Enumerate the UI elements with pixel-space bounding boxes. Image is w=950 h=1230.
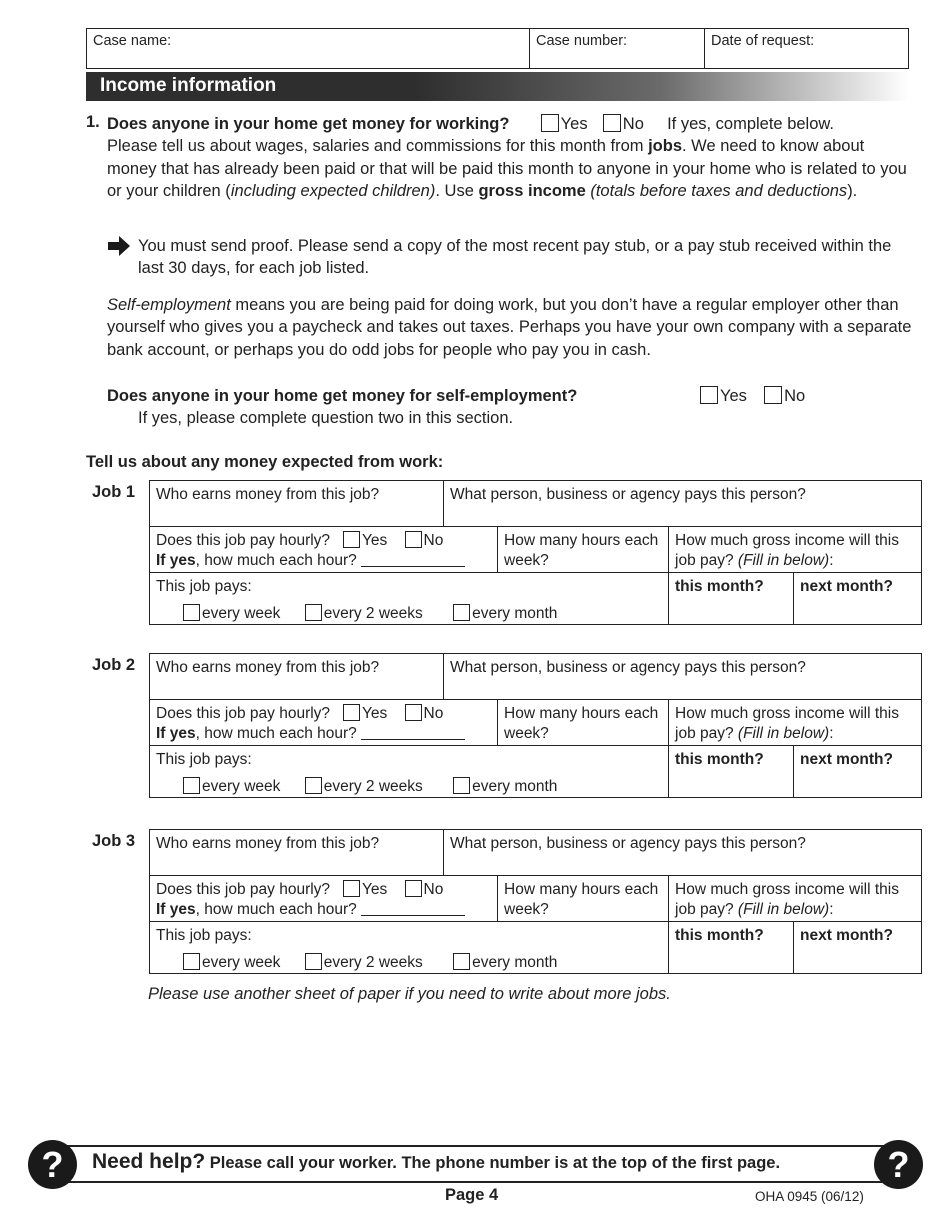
case-info-table [86,28,909,69]
hours-week-field[interactable] [498,700,669,745]
job-3-table [149,829,922,974]
question-number: 1. [86,113,100,131]
help-message: Please call your worker. The phone number is at the top of the first page. [205,1154,781,1172]
who-pays-field[interactable] [444,830,921,875]
every-week-label: every week [202,954,281,971]
work-yes-label: Yes [560,115,588,133]
desc-part-2: . We need to know about money that has already been paid or that will be paid this month to anyone in your home who is related to you or your children ( [107,137,907,200]
every-week-checkbox[interactable] [183,953,200,970]
self-employment-note: If yes, please complete question two in this section. [138,409,514,427]
next-month-label: next month? [800,578,893,595]
desc-totals: (totals before taxes and deductions [585,181,848,200]
each-hour-label: , how much each hour? [195,901,357,918]
work-no-label: No [622,115,644,133]
pay-frequency-label: This job pays: [156,751,252,768]
hourly-no-label: No [423,881,444,898]
who-pays-label: What person, business or agency pays this person? [450,659,806,676]
next-month-field[interactable] [794,922,921,973]
every-week-label: every week [202,605,281,622]
job-2-label: Job 2 [92,656,136,674]
help-text [92,1150,780,1174]
if-yes-label: If yes [156,725,196,742]
hourly-no-label: No [423,532,444,549]
who-earns-label: Who earns money from this job? [156,659,380,676]
question-mark-icon: ? [874,1140,923,1189]
every-2-weeks-checkbox[interactable] [305,777,322,794]
next-month-label: next month? [800,751,893,768]
fill-in-below-label: (Fill in below) [737,552,830,569]
desc-end: ). [847,181,858,200]
next-month-label: next month? [800,927,893,944]
help-title: Need help? [92,1150,206,1173]
who-earns-label: Who earns money from this job? [156,835,380,852]
next-month-field[interactable] [794,573,921,624]
every-week-label: every week [202,778,281,795]
section-title: Income information [86,72,909,101]
desc-part-3: . Use [435,181,479,200]
if-yes-note: If yes, complete below. [667,115,834,133]
who-earns-field[interactable] [150,830,444,875]
hourly-yes-checkbox[interactable] [343,880,360,897]
each-hour-label: , how much each hour? [195,552,357,569]
work-no-checkbox[interactable] [603,114,621,132]
hourly-no-checkbox[interactable] [405,880,422,897]
job-row-1 [150,481,921,527]
job-row-3 [150,746,921,797]
who-pays-label: What person, business or agency pays this person? [450,486,806,503]
job-row-1 [150,830,921,876]
hourly-cell [150,700,498,745]
every-2-weeks-checkbox[interactable] [305,953,322,970]
every-month-checkbox[interactable] [453,604,470,621]
hours-week-label: How many hours each week? [504,881,659,918]
if-yes-label: If yes [156,552,196,569]
self-employment-yes-checkbox[interactable] [700,386,718,404]
pay-frequency-options [156,953,662,973]
hourly-question: Does this job pay hourly? [156,881,331,898]
self-employment-question [107,385,917,407]
desc-part-1: Please tell us about wages, salaries and commissions for this month from [107,137,649,156]
every-2-weeks-label: every 2 weeks [323,778,423,795]
every-2-weeks-label: every 2 weeks [323,954,423,971]
hourly-rate-input[interactable] [361,553,465,567]
form-id: OHA 0945 (06/12) [755,1189,864,1204]
this-month-label: this month? [675,751,764,768]
hourly-rate-input[interactable] [361,726,465,740]
hours-week-label: How many hours each week? [504,705,659,742]
hours-week-label: How many hours each week? [504,532,659,569]
more-jobs-note: Please use another sheet of paper if you need to write about more jobs. [148,985,671,1003]
question-mark-icon: ? [28,1140,77,1189]
hourly-question: Does this job pay hourly? [156,532,331,549]
jobs-heading: Tell us about any money expected from work: [86,453,444,471]
who-earns-label: Who earns money from this job? [156,486,380,503]
job-row-2 [150,876,921,922]
job-row-2 [150,700,921,746]
job-3-label: Job 3 [92,832,136,850]
date-of-request-field[interactable] [705,29,908,68]
self-employment-no-label: No [784,387,806,405]
hourly-yes-label: Yes [361,705,388,722]
pay-frequency-cell [150,573,669,624]
who-pays-label: What person, business or agency pays this person? [450,835,806,852]
job-row-3 [150,573,921,624]
pay-frequency-label: This job pays: [156,578,252,595]
pay-frequency-options [156,777,662,797]
case-name-label: Case name: [93,33,172,49]
self-employment-text: means you are being paid for doing work, but you don’t have a regular employer other than yourself who gives you a paycheck and takes out taxes. Perhaps you have your own company with a separate bank account, or perhaps you do odd jobs for people who pay you in cash. [107,296,912,359]
desc-jobs: jobs [648,137,682,156]
every-week-checkbox[interactable] [183,604,200,621]
this-month-field[interactable] [669,746,794,797]
desc-gross-income: gross income [478,181,586,200]
every-month-checkbox[interactable] [453,953,470,970]
this-month-label: this month? [675,927,764,944]
this-month-field[interactable] [669,573,794,624]
question-1 [107,113,917,202]
page-number: Page 4 [445,1186,499,1204]
hourly-no-label: No [423,705,444,722]
hourly-cell [150,876,498,921]
every-month-label: every month [472,778,558,795]
hourly-rate-input[interactable] [361,902,465,916]
fill-in-below-label: (Fill in below) [737,725,830,742]
who-earns-field[interactable] [150,481,444,526]
question-1-description [107,135,917,202]
hourly-yes-label: Yes [361,532,388,549]
self-employment-term: Self-employment [107,296,231,314]
hours-week-field[interactable] [498,527,669,572]
job-1-label: Job 1 [92,483,136,501]
job-row-3 [150,922,921,973]
gross-income-cell [669,527,921,572]
self-employment-no-checkbox[interactable] [764,386,782,404]
case-number-field[interactable] [530,29,705,68]
hourly-question: Does this job pay hourly? [156,705,331,722]
this-month-label: this month? [675,578,764,595]
job-row-2 [150,527,921,573]
if-yes-label: If yes [156,901,196,918]
colon: : [829,725,834,742]
case-number-label: Case number: [536,33,628,49]
colon: : [829,552,834,569]
fill-in-below-label: (Fill in below) [737,901,830,918]
hourly-no-checkbox[interactable] [405,531,422,548]
self-employment-yes-label: Yes [720,387,747,405]
who-earns-field[interactable] [150,654,444,699]
self-employment-question-text: Does anyone in your home get money for self-employment? [107,387,578,405]
every-month-label: every month [472,954,558,971]
hours-week-field[interactable] [498,876,669,921]
pay-frequency-label: This job pays: [156,927,252,944]
date-of-request-label: Date of request: [711,33,815,49]
job-2-table [149,653,922,798]
pay-frequency-cell [150,746,669,797]
every-month-checkbox[interactable] [453,777,470,794]
gross-income-label: How much gross income will this job pay? [675,881,899,918]
hourly-no-checkbox[interactable] [405,704,422,721]
every-2-weeks-checkbox[interactable] [305,604,322,621]
proof-instruction: You must send proof. Please send a copy of the most recent pay stub, or a pay stub received within the last 30 days, for each job listed. [138,237,892,278]
next-month-field[interactable] [794,746,921,797]
hourly-yes-label: Yes [361,881,388,898]
colon: : [829,901,834,918]
self-employment-options [700,385,805,407]
arrow-right-icon [108,236,130,256]
gross-income-cell [669,700,921,745]
hourly-yes-checkbox[interactable] [343,704,360,721]
hourly-yes-checkbox[interactable] [343,531,360,548]
each-hour-label: , how much each hour? [195,725,357,742]
who-pays-field[interactable] [444,654,921,699]
gross-income-label: How much gross income will this job pay? [675,705,899,742]
desc-expected-children: including expected children) [230,181,436,200]
self-employment-definition [107,294,917,361]
gross-income-cell [669,876,921,921]
question-1-title: Does anyone in your home get money for working? [107,115,510,133]
every-week-checkbox[interactable] [183,777,200,794]
this-month-field[interactable] [669,922,794,973]
pay-frequency-options [156,604,662,624]
hourly-cell [150,527,498,572]
every-month-label: every month [472,605,558,622]
case-name-field[interactable] [87,29,530,68]
work-yes-checkbox[interactable] [541,114,559,132]
job-1-table [149,480,922,625]
who-pays-field[interactable] [444,481,921,526]
job-row-1 [150,654,921,700]
gross-income-label: How much gross income will this job pay? [675,532,899,569]
every-2-weeks-label: every 2 weeks [323,605,423,622]
pay-frequency-cell [150,922,669,973]
